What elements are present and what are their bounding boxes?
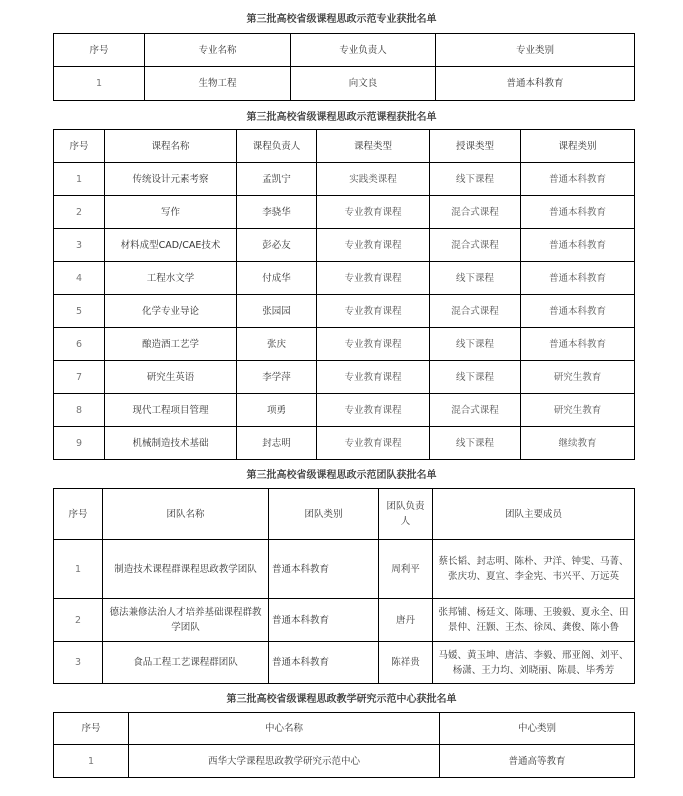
col-header: 序号 (54, 489, 103, 540)
cell: 专业教育课程 (317, 196, 430, 229)
cell: 6 (54, 328, 105, 361)
cell: 项勇 (237, 394, 317, 427)
cell: 专业教育课程 (317, 262, 430, 295)
col-header: 课程负责人 (237, 130, 317, 163)
col-header: 序号 (54, 713, 129, 745)
cell: 张园园 (237, 295, 317, 328)
cell: 食品工程工艺课程群团队 (103, 642, 269, 684)
cell: 研究生英语 (105, 361, 237, 394)
center-table (53, 712, 635, 778)
major-table (53, 33, 635, 101)
cell: 专业教育课程 (317, 361, 430, 394)
cell: 1 (54, 745, 129, 778)
col-header: 授课类型 (430, 130, 521, 163)
cell: 化学专业导论 (105, 295, 237, 328)
cell: 西华大学课程思政教学研究示范中心 (129, 745, 440, 778)
table-row (54, 328, 635, 361)
cell: 继续教育 (521, 427, 635, 460)
cell: 3 (54, 642, 103, 684)
col-header: 课程名称 (105, 130, 237, 163)
cell: 普通本科教育 (521, 328, 635, 361)
cell: 实践类课程 (317, 163, 430, 196)
cell: 1 (54, 540, 103, 599)
table-row (54, 394, 635, 427)
cell: 现代工程项目管理 (105, 394, 237, 427)
table-row (54, 427, 635, 460)
cell: 专业教育课程 (317, 328, 430, 361)
col-header: 专业负责人 (291, 34, 436, 67)
cell: 生物工程 (145, 67, 291, 101)
cell: 陈祥贵 (379, 642, 433, 684)
cell: 专业教育课程 (317, 427, 430, 460)
cell: 9 (54, 427, 105, 460)
cell: 彭必友 (237, 229, 317, 262)
cell: 向文良 (291, 67, 436, 101)
table-row (54, 163, 635, 196)
cell: 孟凯宁 (237, 163, 317, 196)
cell: 专业教育课程 (317, 295, 430, 328)
cell: 普通本科教育 (521, 262, 635, 295)
table-row (54, 540, 635, 599)
cell: 研究生教育 (521, 361, 635, 394)
cell: 写作 (105, 196, 237, 229)
cell: 4 (54, 262, 105, 295)
cell: 普通本科教育 (521, 163, 635, 196)
cell: 周利平 (379, 540, 433, 599)
table-row (54, 361, 635, 394)
cell: 普通本科教育 (436, 67, 635, 101)
cell: 线下课程 (430, 328, 521, 361)
cell: 线下课程 (430, 163, 521, 196)
cell: 工程水文学 (105, 262, 237, 295)
cell: 专业教育课程 (317, 394, 430, 427)
cell: 普通本科教育 (269, 540, 379, 599)
col-header: 课程类别 (521, 130, 635, 163)
cell: 蔡长韬、封志明、陈朴、尹洋、钟雯、马菁、张庆功、夏宣、李金宪、韦兴平、万远英 (433, 540, 635, 599)
col-header: 序号 (54, 34, 145, 67)
cell: 普通本科教育 (521, 229, 635, 262)
cell: 5 (54, 295, 105, 328)
course-table (53, 129, 635, 460)
cell: 混合式课程 (430, 295, 521, 328)
cell: 混合式课程 (430, 196, 521, 229)
cell: 线下课程 (430, 427, 521, 460)
cell: 李骁华 (237, 196, 317, 229)
col-header: 序号 (54, 130, 105, 163)
cell: 制造技术课程群课程思政教学团队 (103, 540, 269, 599)
major-list-title: 第三批高校省级课程思政示范专业获批名单 (246, 14, 437, 25)
col-header: 专业类别 (436, 34, 635, 67)
cell: 马媛、黄玉坤、唐洁、李毅、邢亚阁、刘平、杨潇、王力均、刘晓丽、陈晨、毕秀芳 (433, 642, 635, 684)
cell: 1 (54, 163, 105, 196)
col-header: 中心类别 (440, 713, 635, 745)
cell: 封志明 (237, 427, 317, 460)
cell: 酿造酒工艺学 (105, 328, 237, 361)
table-row (54, 229, 635, 262)
cell: 7 (54, 361, 105, 394)
col-header: 课程类型 (317, 130, 430, 163)
cell: 2 (54, 599, 103, 642)
cell: 材料成型CAD/CAE技术 (105, 229, 237, 262)
cell: 李学萍 (237, 361, 317, 394)
col-header: 团队主要成员 (433, 489, 635, 540)
teams-list-title: 第三批高校省级课程思政示范团队获批名单 (246, 470, 437, 481)
col-header: 团队负责人 (379, 489, 433, 540)
cell: 普通本科教育 (269, 599, 379, 642)
cell: 混合式课程 (430, 229, 521, 262)
courses-list-title: 第三批高校省级课程思政示范课程获批名单 (246, 112, 437, 123)
table-row (54, 262, 635, 295)
cell: 唐丹 (379, 599, 433, 642)
cell: 机械制造技术基础 (105, 427, 237, 460)
cell: 2 (54, 196, 105, 229)
table-row (54, 745, 635, 778)
cell: 1 (54, 67, 145, 101)
table-row (54, 642, 635, 684)
cell: 普通本科教育 (521, 196, 635, 229)
table-row (54, 196, 635, 229)
cell: 8 (54, 394, 105, 427)
cell: 张邦铺、杨廷文、陈珊、王骏毅、夏永全、田景仲、汪颢、王杰、徐凤、龚俊、陈小鲁 (433, 599, 635, 642)
cell: 混合式课程 (430, 394, 521, 427)
cell: 付成华 (237, 262, 317, 295)
cell: 专业教育课程 (317, 229, 430, 262)
col-header: 团队名称 (103, 489, 269, 540)
table-row (54, 599, 635, 642)
col-header: 团队类别 (269, 489, 379, 540)
cell: 普通本科教育 (269, 642, 379, 684)
cell: 普通高等教育 (440, 745, 635, 778)
centers-list-title: 第三批高校省级课程思政教学研究示范中心获批名单 (226, 694, 457, 705)
cell: 3 (54, 229, 105, 262)
cell: 张庆 (237, 328, 317, 361)
table-row (54, 295, 635, 328)
table-row (54, 67, 635, 101)
col-header: 中心名称 (129, 713, 440, 745)
cell: 传统设计元素考察 (105, 163, 237, 196)
col-header: 专业名称 (145, 34, 291, 67)
cell: 德法兼修法治人才培养基础课程群教学团队 (103, 599, 269, 642)
cell: 研究生教育 (521, 394, 635, 427)
team-table (53, 488, 635, 684)
cell: 线下课程 (430, 262, 521, 295)
cell: 普通本科教育 (521, 295, 635, 328)
cell: 线下课程 (430, 361, 521, 394)
